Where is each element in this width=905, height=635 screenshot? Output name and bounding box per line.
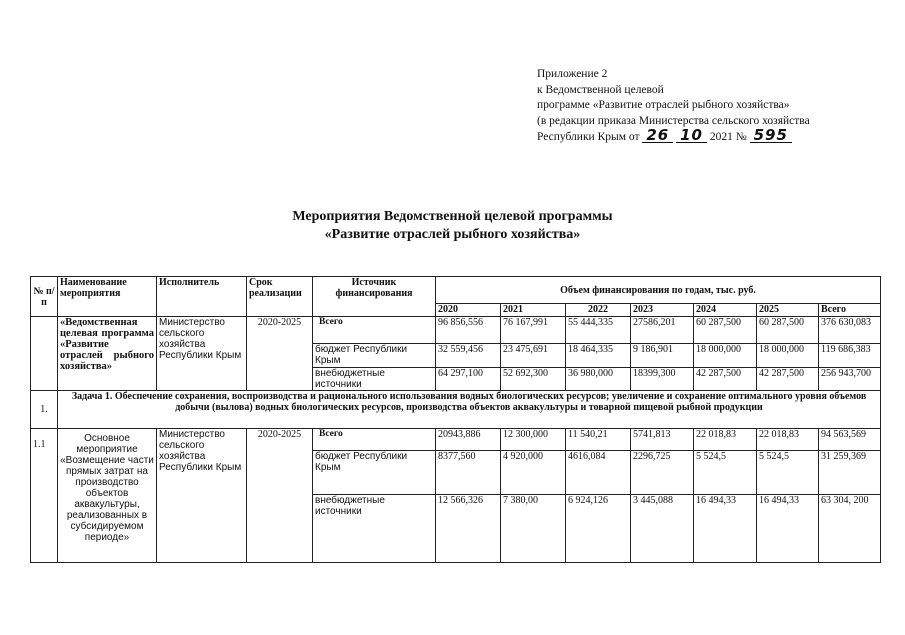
handwritten-month: 10 bbox=[676, 129, 707, 143]
value-cell: 18 464,335 bbox=[566, 344, 631, 368]
program-num bbox=[31, 317, 58, 391]
value-cell: 16 494,33 bbox=[757, 495, 819, 563]
source-label: бюджет Республики Крым bbox=[313, 344, 436, 368]
value-cell: 60 287,500 bbox=[757, 317, 819, 344]
total-cell: 63 304, 200 bbox=[819, 495, 881, 563]
source-label: внебюджетные источники bbox=[313, 368, 436, 391]
appendix-line: Приложение 2 bbox=[537, 68, 608, 80]
value-cell: 18399,300 bbox=[631, 368, 694, 391]
header-year: 2025 bbox=[757, 304, 819, 317]
document-title bbox=[0, 208, 905, 244]
value-cell: 9 186,901 bbox=[631, 344, 694, 368]
header-num: № п/п bbox=[31, 277, 58, 317]
source-label: внебюджетные источники bbox=[313, 495, 436, 563]
total-cell: 94 563,569 bbox=[819, 429, 881, 451]
value-cell: 36 980,000 bbox=[566, 368, 631, 391]
value-cell: 4616,084 bbox=[566, 451, 631, 495]
value-cell: 2296,725 bbox=[631, 451, 694, 495]
value-cell: 7 380,00 bbox=[501, 495, 566, 563]
measure-row-total bbox=[31, 429, 881, 451]
header-year-total: Всего bbox=[819, 304, 881, 317]
value-cell: 76 167,991 bbox=[501, 317, 566, 344]
total-cell: 31 259,369 bbox=[819, 451, 881, 495]
appendix-line: (в редакции приказа Министерства сельского хозяйства bbox=[537, 114, 810, 127]
task-num: 1. bbox=[31, 391, 58, 429]
value-cell: 4 920,000 bbox=[501, 451, 566, 495]
value-cell: 12 566,326 bbox=[436, 495, 501, 563]
header-source: Источник финансирования bbox=[313, 277, 436, 317]
measure-executor: Министерство сельского хозяйства Республики Крым bbox=[157, 429, 247, 563]
value-cell: 12 300,000 bbox=[501, 429, 566, 451]
program-executor: Министерство сельского хозяйства Республики Крым bbox=[157, 317, 247, 391]
value-cell: 18 000,000 bbox=[694, 344, 757, 368]
value-cell: 64 297,100 bbox=[436, 368, 501, 391]
header-executor: Исполнитель bbox=[157, 277, 247, 317]
value-cell: 16 494,33 bbox=[694, 495, 757, 563]
value-cell: 55 444,335 bbox=[566, 317, 631, 344]
value-cell: 96 856,556 bbox=[436, 317, 501, 344]
header-year: 2020 bbox=[436, 304, 501, 317]
measure-num: 1.1 bbox=[31, 429, 58, 563]
task-text: Задача 1. Обеспечение сохранения, воспроизводства и рационального использования водных биологических ресурсов; увеличение и сохранение оптимального уровня объемов добычи (вылова) водных биологических ресурсов, производства объектов аквакультуры и товарной пищевой рыбной продукции bbox=[58, 391, 881, 429]
value-cell: 11 540,21 bbox=[566, 429, 631, 451]
program-term: 2020-2025 bbox=[247, 317, 313, 391]
source-label: Всего bbox=[313, 317, 436, 344]
value-cell: 5 524,5 bbox=[694, 451, 757, 495]
value-cell: 22 018,83 bbox=[694, 429, 757, 451]
program-name: «Ведомственная целевая программа «Развитие отраслей рыбного хозяйства» bbox=[58, 317, 157, 391]
handwritten-day: 26 bbox=[642, 129, 673, 143]
title-line-2: «Развитие отраслей рыбного хозяйства» bbox=[324, 227, 581, 242]
value-cell: 42 287,500 bbox=[757, 368, 819, 391]
source-label: бюджет Республики Крым bbox=[313, 451, 436, 495]
header-year: 2024 bbox=[694, 304, 757, 317]
program-row-total bbox=[31, 317, 881, 344]
value-cell: 52 692,300 bbox=[501, 368, 566, 391]
appendix-date-line bbox=[537, 126, 877, 146]
appendix-line-prefix: Республики Крым от bbox=[537, 131, 640, 143]
header-name: Наименование мероприятия bbox=[58, 277, 157, 317]
value-cell: 60 287,500 bbox=[694, 317, 757, 344]
measure-name: Основное мероприятие «Возмещение части прямых затрат на производство объектов аквакультуры, реализованных в субсидируемом периоде» bbox=[58, 429, 157, 563]
header-term: Срок реализации bbox=[247, 277, 313, 317]
task-row bbox=[31, 391, 881, 429]
value-cell: 5741,813 bbox=[631, 429, 694, 451]
header-year: 2022 bbox=[566, 304, 631, 317]
appendix-line: к Ведомственной целевой bbox=[537, 83, 664, 96]
handwritten-order-number: 595 bbox=[750, 129, 792, 143]
value-cell: 3 445,088 bbox=[631, 495, 694, 563]
measures-table bbox=[30, 276, 881, 563]
value-cell: 42 287,500 bbox=[694, 368, 757, 391]
header-volume: Объем финансирования по годам, тыс. руб. bbox=[436, 277, 881, 304]
value-cell: 5 524,5 bbox=[757, 451, 819, 495]
total-cell: 119 686,383 bbox=[819, 344, 881, 368]
value-cell: 6 924,126 bbox=[566, 495, 631, 563]
title-line-1: Мероприятия Ведомственной целевой программы bbox=[292, 209, 613, 224]
header-row bbox=[31, 277, 881, 304]
header-year: 2021 bbox=[501, 304, 566, 317]
appendix-line: программе «Развитие отраслей рыбного хозяйства» bbox=[537, 99, 790, 111]
value-cell: 23 475,691 bbox=[501, 344, 566, 368]
header-year: 2023 bbox=[631, 304, 694, 317]
value-cell: 8377,560 bbox=[436, 451, 501, 495]
measure-term: 2020-2025 bbox=[247, 429, 313, 563]
source-label: Всего bbox=[313, 429, 436, 451]
value-cell: 20943,886 bbox=[436, 429, 501, 451]
appendix-block bbox=[537, 67, 877, 146]
appendix-year: 2021 № bbox=[709, 131, 747, 143]
total-cell: 256 943,700 bbox=[819, 368, 881, 391]
value-cell: 27586,201 bbox=[631, 317, 694, 344]
value-cell: 32 559,456 bbox=[436, 344, 501, 368]
total-cell: 376 630,083 bbox=[819, 317, 881, 344]
value-cell: 22 018,83 bbox=[757, 429, 819, 451]
value-cell: 18 000,000 bbox=[757, 344, 819, 368]
